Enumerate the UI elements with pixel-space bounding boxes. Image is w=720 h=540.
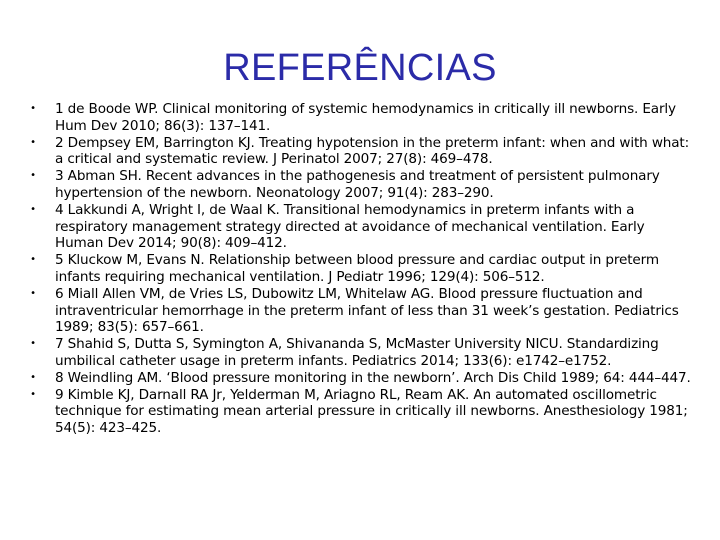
- reference-text: 3 Abman SH. Recent advances in the pathogenesis and treatment of persistent pulmonary hypertension of the newborn. Neonatology 2007; 91(4): 283–290.: [55, 168, 660, 201]
- slide-title: REFERÊNCIAS: [223, 47, 497, 89]
- bullet-icon: •: [30, 103, 36, 114]
- reference-text: 4 Lakkundi A, Wright I, de Waal K. Transitional hemodynamics in preterm infants with a respiratory management strategy directed at avoidance of mechanical ventilation. Early Human Dev 2014; 90(8): 409–412.: [55, 201, 645, 252]
- bullet-icon: •: [30, 203, 36, 215]
- bullet-icon: •: [30, 338, 36, 350]
- reference-text: 7 Shahid S, Dutta S, Symington A, Shivananda S, McMaster University NICU. Standardizing umbilical catheter usage in preterm infants. Pediatrics 2014; 133(6): e1742–e1752.: [55, 336, 659, 369]
- reference-item: [28, 336, 692, 370]
- reference-list: [28, 101, 692, 437]
- reference-text: 2 Dempsey EM, Barrington KJ. Treating hypotension in the preterm infant: when and with what: a critical and systematic review. J Perinatol 2007; 27(8): 469–478.: [55, 134, 690, 168]
- reference-text: 9 Kimble KJ, Darnall RA Jr, Yelderman M, Ariagno RL, Ream AK. An automated oscillometric technique for estimating mean arterial pressure in critically ill newborns. Anesthesiology 1981; 54(5): 423–425.: [55, 386, 688, 437]
- reference-item: [28, 202, 692, 252]
- bullet-icon: •: [30, 170, 36, 182]
- reference-item: [28, 168, 692, 202]
- bullet-icon: •: [30, 388, 36, 400]
- reference-text: 6 Miall Allen VM, de Vries LS, Dubowitz LM, Whitelaw AG. Blood pressure fluctuation and intraventricular hemorrhage in the preterm infant of less than 31 week’s gestation. Pediatrics 1989; 83(5): 657–661.: [55, 285, 679, 336]
- bullet-icon: •: [30, 254, 36, 266]
- reference-text: 8 Weindling AM. ‘Blood pressure monitoring in the newborn’. Arch Dis Child 1989; 64: 444–447.: [55, 369, 691, 386]
- reference-item: [28, 387, 692, 437]
- reference-item: [28, 101, 692, 135]
- bullet-icon: •: [30, 371, 36, 383]
- reference-item: [28, 135, 692, 169]
- bullet-icon: •: [30, 136, 36, 148]
- reference-item: [28, 252, 692, 286]
- reference-item: [28, 286, 692, 336]
- reference-text: 5 Kluckow M, Evans N. Relationship between blood pressure and cardiac output in preterm infants requiring mechanical ventilation. J Pediatr 1996; 129(4): 506–512.: [55, 252, 659, 285]
- reference-text: 1 de Boode WP. Clinical monitoring of systemic hemodynamics in critically ill newborns. Early Hum Dev 2010; 86(3): 137–141.: [55, 101, 676, 134]
- bullet-icon: •: [30, 287, 36, 299]
- reference-item: [28, 370, 692, 387]
